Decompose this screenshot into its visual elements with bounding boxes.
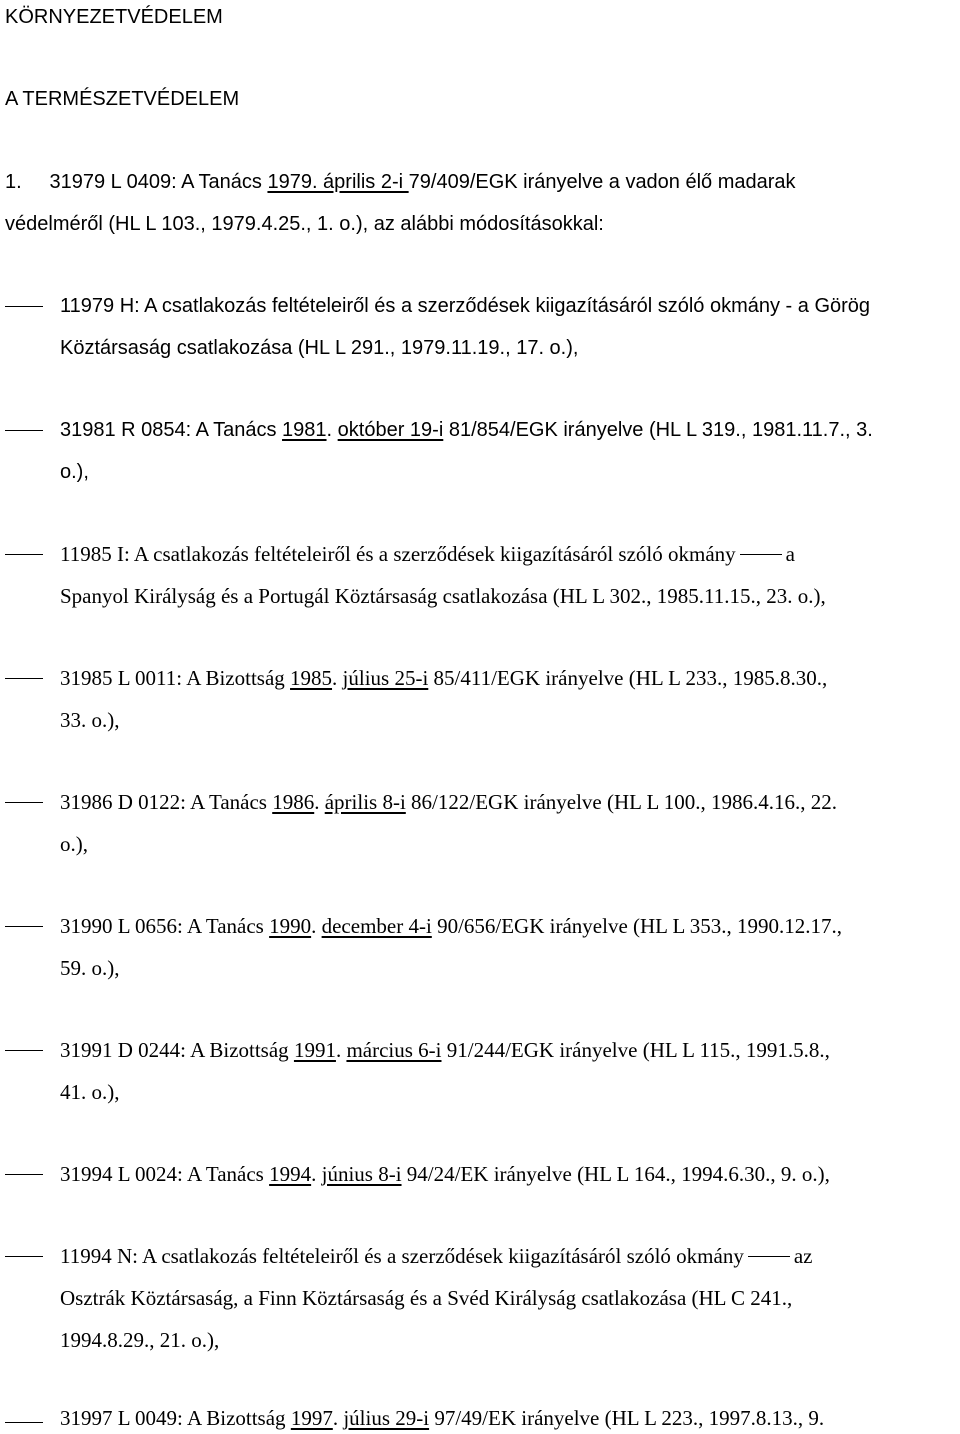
dash-mark bbox=[5, 926, 43, 927]
dash-mark bbox=[5, 802, 43, 803]
amendment-5-line-2: o.), bbox=[60, 832, 88, 856]
dash-mark bbox=[5, 678, 43, 679]
dash-mark bbox=[5, 1174, 43, 1175]
amendment-8-line-1: 31994 L 0024: A Tanács 1994. június 8-i 94/24/EK irányelve (HL L 164., 1994.6.30., 9. o.), bbox=[60, 1162, 830, 1186]
amendment-9-line-2: Osztrák Köztársaság, a Finn Köztársaság és a Svéd Királyság csatlakozása (HL C 241., bbox=[60, 1286, 793, 1310]
amendment-1-line-2: Köztársaság csatlakozása (HL L 291., 1979.11.19., 17. o.), bbox=[60, 337, 579, 359]
section-heading: KÖRNYEZETVÉDELEM bbox=[5, 6, 223, 28]
item-1-line-2: védelméről (HL L 103., 1979.4.25., 1. o.), az alábbi módosításokkal: bbox=[5, 213, 604, 235]
amendment-9-line-1: 11994 N: A csatlakozás feltételeiről és a szerződések kiigazításáról szóló okmány az bbox=[60, 1244, 813, 1268]
amendment-1-line-1: 11979 H: A csatlakozás feltételeiről és a szerződések kiigazításáról szóló okmány - a Görög bbox=[60, 295, 871, 317]
em-dash-mark bbox=[748, 1256, 790, 1257]
em-dash-mark bbox=[740, 554, 782, 555]
amendment-7-line-1: 31991 D 0244: A Bizottság 1991. március 6-i 91/244/EGK irányelve (HL L 115., 1991.5.8., bbox=[60, 1038, 830, 1062]
amendment-4-line-2: 33. o.), bbox=[60, 708, 120, 732]
dash-mark bbox=[5, 1256, 43, 1257]
amendment-10-line-1: 31997 L 0049: A Bizottság 1997. július 29-i 97/49/EK irányelve (HL L 223., 1997.8.13., 9. bbox=[60, 1406, 825, 1430]
amendment-6-line-1: 31990 L 0656: A Tanács 1990. december 4-i 90/656/EGK irányelve (HL L 353., 1990.12.17., bbox=[60, 914, 843, 938]
dash-mark bbox=[5, 1050, 43, 1051]
amendment-9-line-3: 1994.8.29., 21. o.), bbox=[60, 1328, 220, 1352]
dash-mark bbox=[5, 430, 43, 431]
amendment-3-line-1: 11985 I: A csatlakozás feltételeiről és a szerződések kiigazításáról szóló okmány a bbox=[60, 542, 795, 566]
dash-mark bbox=[5, 306, 43, 307]
amendment-6-line-2: 59. o.), bbox=[60, 956, 120, 980]
amendment-4-line-1: 31985 L 0011: A Bizottság 1985. július 25-i 85/411/EGK irányelve (HL L 233., 1985.8.30., bbox=[60, 666, 828, 690]
amendment-2-line-1: 31981 R 0854: A Tanács 1981. október 19-i 81/854/EGK irányelve (HL L 319., 1981.11.7., 3. bbox=[60, 419, 873, 441]
amendment-7-line-2: 41. o.), bbox=[60, 1080, 120, 1104]
item-1-line-1: 1. 31979 L 0409: A Tanács 1979. április 2-i 79/409/EGK irányelve a vadon élő madarak bbox=[5, 171, 796, 193]
amendment-2-line-2: o.), bbox=[60, 461, 89, 483]
amendment-5-line-1: 31986 D 0122: A Tanács 1986. április 8-i 86/122/EGK irányelve (HL L 100., 1986.4.16., 22. bbox=[60, 790, 838, 814]
subsection-heading: A TERMÉSZETVÉDELEM bbox=[5, 88, 240, 110]
amendment-3-line-2: Spanyol Királyság és a Portugál Köztársaság csatlakozása (HL L 302., 1985.11.15., 23. o.), bbox=[60, 584, 826, 608]
dash-mark bbox=[5, 1422, 43, 1423]
dash-mark bbox=[5, 554, 43, 555]
